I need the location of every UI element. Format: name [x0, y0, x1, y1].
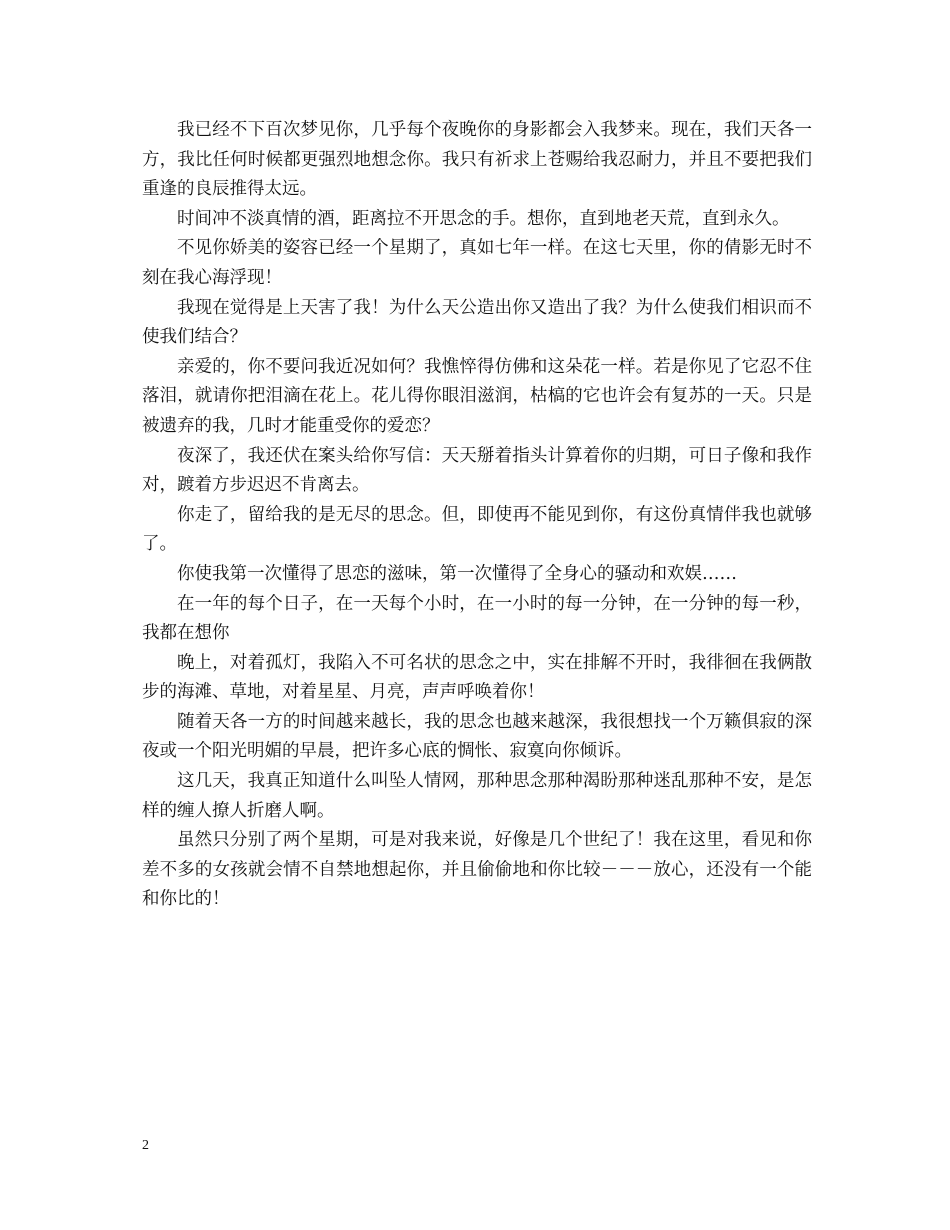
paragraph: 随着天各一方的时间越来越长，我的思念也越来越深，我很想找一个万籁俱寂的深夜或一个阳光明媚的早晨，把许多心底的惆怅、寂寞向你倾诉。	[142, 711, 812, 762]
paragraph: 你走了，留给我的是无尽的思念。但，即使再不能见到你，有这份真情伴我也就够了。	[142, 504, 812, 555]
paragraph: 时间冲不淡真情的酒，距离拉不开思念的手。想你，直到地老天荒，直到永久。	[177, 208, 790, 229]
paragraph: 晚上，对着孤灯，我陷入不可名状的思念之中，实在排解不开时，我徘徊在我俩散步的海滩、草地，对着星星、月亮，声声呼唤着你！	[142, 652, 812, 703]
paragraph: 你使我第一次懂得了思恋的滋味，第一次懂得了全身心的骚动和欢娱……	[177, 563, 737, 584]
paragraph: 夜深了，我还伏在案头给你写信：天天掰着指头计算着你的归期，可日子像和我作对，踱着方步迟迟不肯离去。	[142, 445, 812, 496]
paragraph: 我现在觉得是上天害了我！为什么天公造出你又造出了我？为什么使我们相识而不使我们结合？	[142, 297, 812, 348]
paragraph: 在一年的每个日子，在一天每个小时，在一小时的每一分钟，在一分钟的每一秒，我都在想你	[142, 593, 812, 644]
paragraph: 我已经不下百次梦见你，几乎每个夜晚你的身影都会入我梦来。现在，我们天各一方，我比任何时候都更强烈地想念你。我只有祈求上苍赐给我忍耐力，并且不要把我们重逢的良辰推得太远。	[142, 120, 812, 200]
paragraph: 这几天，我真正知道什么叫坠人情网，那种思念那种渴盼那种迷乱那种不安，是怎样的缠人撩人折磨人啊。	[142, 771, 812, 821]
page-number: 2	[142, 1138, 149, 1153]
paragraph: 不见你娇美的姿容已经一个星期了，真如七年一样。在这七天里，你的倩影无时不刻在我心海浮现！	[142, 238, 812, 288]
paragraph: 虽然只分别了两个星期，可是对我来说，好像是几个世纪了！我在这里，看见和你差不多的女孩就会情不自禁地想起你，并且偷偷地和你比较－－－放心，还没有一个能和你比的！	[142, 830, 812, 910]
paragraph: 亲爱的，你不要问我近况如何？我憔悴得仿佛和这朵花一样。若是你见了它忍不住落泪，就请你把泪滴在花上。花儿得你眼泪滋润，枯槁的它也许会有复苏的一天。只是被遗弃的我，几时才能重受你的爱恋？	[142, 356, 812, 436]
body-text	[142, 116, 812, 915]
